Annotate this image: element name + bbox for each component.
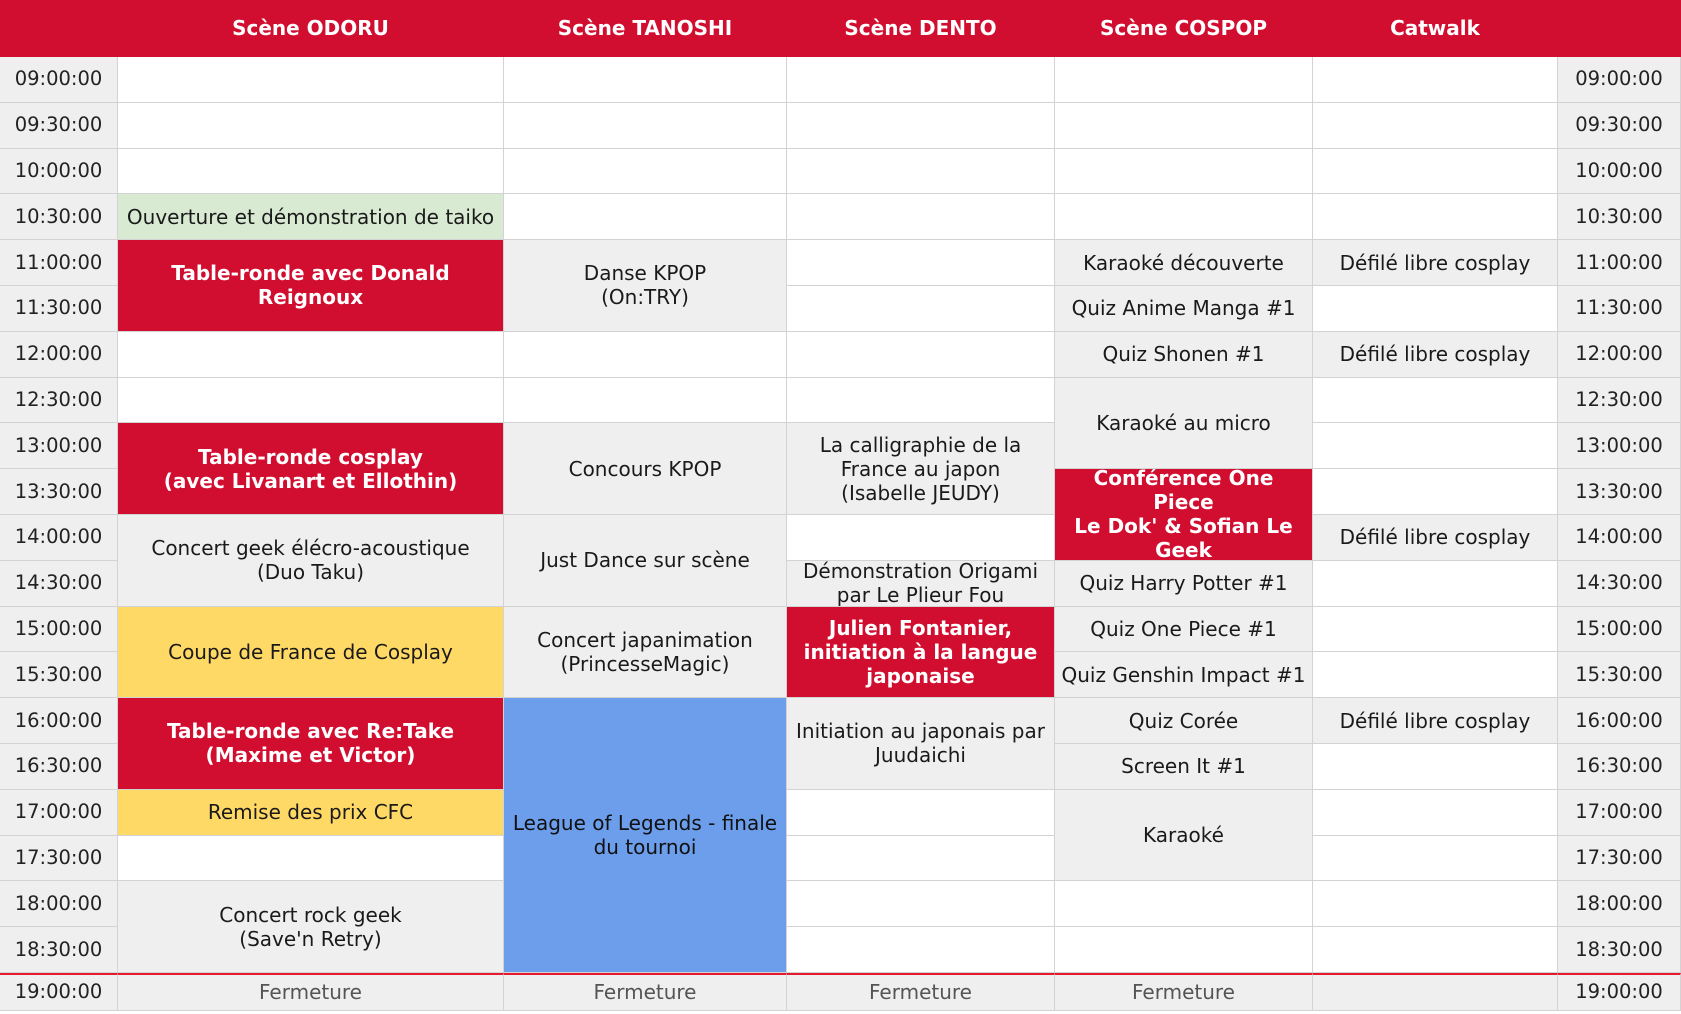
time-label-left: 13:00:00: [0, 423, 118, 469]
closing-cell: Fermeture: [118, 973, 504, 1011]
event-cell: Danse KPOP (On:TRY): [504, 240, 787, 332]
slot-empty: [118, 103, 504, 149]
header-scene-odoru: Scène ODORU: [118, 0, 504, 57]
event-cell: Karaoké découverte: [1055, 240, 1313, 286]
time-label-left: 19:00:00: [0, 973, 118, 1011]
slot-empty: [1055, 927, 1313, 973]
slot-empty: [1313, 927, 1558, 973]
slot-empty: [504, 378, 787, 424]
time-label-right: 13:00:00: [1558, 423, 1681, 469]
header-scene-tanoshi: Scène TANOSHI: [504, 0, 787, 57]
slot-empty: [504, 194, 787, 240]
time-label-right: 17:00:00: [1558, 790, 1681, 836]
time-label-left: 14:30:00: [0, 561, 118, 607]
event-cell: Quiz One Piece #1: [1055, 607, 1313, 653]
event-cell: Quiz Corée: [1055, 698, 1313, 744]
slot-empty: [787, 149, 1055, 195]
slot-empty: [1313, 652, 1558, 698]
time-label-left: 18:00:00: [0, 881, 118, 927]
time-label-left: 16:30:00: [0, 744, 118, 790]
event-cell: La calligraphie de la France au japon (Isabelle JEUDY): [787, 423, 1055, 515]
time-label-left: 17:30:00: [0, 836, 118, 882]
time-label-left: 15:00:00: [0, 607, 118, 653]
event-cell: Coupe de France de Cosplay: [118, 607, 504, 699]
time-label-right: 10:00:00: [1558, 149, 1681, 195]
slot-empty: [504, 103, 787, 149]
closing-cell: Fermeture: [787, 973, 1055, 1011]
event-cell: Défilé libre cosplay: [1313, 698, 1558, 744]
event-cell: Conférence One Piece Le Dok' & Sofian Le Geek: [1055, 469, 1313, 561]
slot-empty: [1313, 561, 1558, 607]
slot-empty: [1313, 103, 1558, 149]
event-cell: Quiz Shonen #1: [1055, 332, 1313, 378]
event-cell: Démonstration Origami par Le Plieur Fou: [787, 561, 1055, 607]
slot-empty: [787, 332, 1055, 378]
header-corner: [0, 0, 118, 57]
slot-empty: [1313, 149, 1558, 195]
time-label-right: 14:30:00: [1558, 561, 1681, 607]
event-cell: Ouverture et démonstration de taiko: [118, 194, 504, 240]
time-label-left: 09:00:00: [0, 57, 118, 103]
event-cell: Défilé libre cosplay: [1313, 240, 1558, 286]
slot-empty: [1313, 194, 1558, 240]
slot-empty: [787, 790, 1055, 836]
slot-empty: [1055, 194, 1313, 240]
slot-empty: [787, 57, 1055, 103]
time-label-right: 15:30:00: [1558, 652, 1681, 698]
slot-empty: [1055, 149, 1313, 195]
slot-empty: [787, 515, 1055, 561]
slot-empty: [787, 286, 1055, 332]
event-cell: Julien Fontanier, initiation à la langue japonaise: [787, 607, 1055, 699]
slot-empty: [118, 836, 504, 882]
slot-empty: [787, 927, 1055, 973]
slot-empty: [1313, 790, 1558, 836]
time-label-left: 17:00:00: [0, 790, 118, 836]
slot-empty: [1313, 881, 1558, 927]
time-label-right: 11:30:00: [1558, 286, 1681, 332]
event-cell: Karaoké: [1055, 790, 1313, 882]
event-cell: Just Dance sur scène: [504, 515, 787, 607]
slot-empty: [1055, 57, 1313, 103]
slot-empty: [504, 149, 787, 195]
header-catwalk: Catwalk: [1313, 0, 1558, 57]
event-cell: Concert japanimation (PrincesseMagic): [504, 607, 787, 699]
slot-empty: [787, 103, 1055, 149]
slot-empty: [787, 240, 1055, 286]
time-label-left: 12:00:00: [0, 332, 118, 378]
time-label-left: 12:30:00: [0, 378, 118, 424]
event-cell: League of Legends - finale du tournoi: [504, 698, 787, 973]
closing-cell: Fermeture: [1055, 973, 1313, 1011]
event-cell: Karaoké au micro: [1055, 378, 1313, 470]
time-label-right: 18:30:00: [1558, 927, 1681, 973]
slot-empty: [787, 881, 1055, 927]
slot-empty: [504, 57, 787, 103]
slot-empty: [1313, 286, 1558, 332]
time-label-left: 14:00:00: [0, 515, 118, 561]
slot-empty: [787, 194, 1055, 240]
time-label-right: 12:00:00: [1558, 332, 1681, 378]
slot-empty: [118, 378, 504, 424]
time-label-left: 10:30:00: [0, 194, 118, 240]
slot-empty: [1313, 378, 1558, 424]
header-scene-dento: Scène DENTO: [787, 0, 1055, 57]
time-label-right: 14:00:00: [1558, 515, 1681, 561]
time-label-right: 16:30:00: [1558, 744, 1681, 790]
slot-empty: [1313, 836, 1558, 882]
event-cell: Table-ronde avec Donald Reignoux: [118, 240, 504, 332]
slot-empty: [1313, 57, 1558, 103]
time-label-left: 10:00:00: [0, 149, 118, 195]
time-label-left: 11:30:00: [0, 286, 118, 332]
time-label-right: 12:30:00: [1558, 378, 1681, 424]
slot-empty: [1313, 744, 1558, 790]
slot-empty: [1055, 881, 1313, 927]
slot-empty: [787, 836, 1055, 882]
time-label-right: 18:00:00: [1558, 881, 1681, 927]
slot-empty: [1313, 607, 1558, 653]
event-cell: Défilé libre cosplay: [1313, 332, 1558, 378]
slot-empty: [1313, 423, 1558, 469]
time-label-right: 16:00:00: [1558, 698, 1681, 744]
slot-empty: [118, 332, 504, 378]
event-cell: Concours KPOP: [504, 423, 787, 515]
slot-empty: [1313, 469, 1558, 515]
slot-empty: [504, 332, 787, 378]
event-cell: Table-ronde cosplay (avec Livanart et Ellothin): [118, 423, 504, 515]
time-label-left: 11:00:00: [0, 240, 118, 286]
slot-empty: [1055, 103, 1313, 149]
time-label-right: 09:00:00: [1558, 57, 1681, 103]
time-label-right: 13:30:00: [1558, 469, 1681, 515]
event-cell: Quiz Genshin Impact #1: [1055, 652, 1313, 698]
time-label-right: 17:30:00: [1558, 836, 1681, 882]
time-label-right: 11:00:00: [1558, 240, 1681, 286]
slot-empty: [118, 149, 504, 195]
time-label-left: 18:30:00: [0, 927, 118, 973]
event-cell: Quiz Harry Potter #1: [1055, 561, 1313, 607]
event-cell: Screen It #1: [1055, 744, 1313, 790]
event-cell: Défilé libre cosplay: [1313, 515, 1558, 561]
slot-empty: [118, 57, 504, 103]
time-label-right: 10:30:00: [1558, 194, 1681, 240]
event-cell: Concert rock geek (Save'n Retry): [118, 881, 504, 973]
time-label-left: 09:30:00: [0, 103, 118, 149]
time-label-left: 15:30:00: [0, 652, 118, 698]
header-corner-right: [1558, 0, 1681, 57]
event-cell: Table-ronde avec Re:Take (Maxime et Victor): [118, 698, 504, 790]
time-label-right: 15:00:00: [1558, 607, 1681, 653]
time-label-right: 09:30:00: [1558, 103, 1681, 149]
time-label-right: 19:00:00: [1558, 973, 1681, 1011]
header-scene-cospop: Scène COSPOP: [1055, 0, 1313, 57]
time-label-left: 13:30:00: [0, 469, 118, 515]
event-cell: Concert geek élécro-acoustique (Duo Taku): [118, 515, 504, 607]
slot-empty: [787, 378, 1055, 424]
closing-cell: Fermeture: [504, 973, 787, 1011]
event-cell: Quiz Anime Manga #1: [1055, 286, 1313, 332]
event-cell: Remise des prix CFC: [118, 790, 504, 836]
closing-cell-empty: [1313, 973, 1558, 1011]
event-cell: Initiation au japonais par Juudaichi: [787, 698, 1055, 790]
time-label-left: 16:00:00: [0, 698, 118, 744]
